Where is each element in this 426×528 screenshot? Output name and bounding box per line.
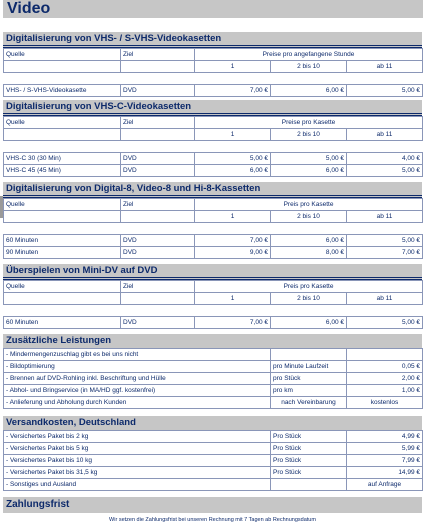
table-row xyxy=(4,317,423,329)
tier-label: 1 xyxy=(195,61,271,73)
item-price xyxy=(347,349,423,361)
price-cell: 6,00 € xyxy=(271,165,347,177)
price-table xyxy=(3,48,423,97)
source-cell: 60 Minuten xyxy=(4,235,121,247)
item-price: 2,00 € xyxy=(347,373,423,385)
col-target-header: Ziel xyxy=(121,117,195,129)
item-price: 1,00 € xyxy=(347,385,423,397)
tier-label: ab 11 xyxy=(347,211,423,223)
source-cell: VHS-C 45 (45 Min) xyxy=(4,165,121,177)
price-cell: 5,00 € xyxy=(347,235,423,247)
price-cell: 5,00 € xyxy=(347,85,423,97)
list-item xyxy=(4,431,423,443)
item-label: - Anlieferung und Abholung durch Kunden xyxy=(4,397,271,409)
list-item xyxy=(4,479,423,491)
item-price: 7,99 € xyxy=(347,455,423,467)
target-cell: DVD xyxy=(121,235,195,247)
item-label: - Versichertes Paket bis 2 kg xyxy=(4,431,271,443)
item-price: 14,99 € xyxy=(347,467,423,479)
price-cell: 6,00 € xyxy=(271,85,347,97)
table-row xyxy=(4,235,423,247)
list-item xyxy=(4,467,423,479)
section-heading: Digitalisierung von Digital-8, Video-8 und Hi-8-Kassetten xyxy=(3,182,422,198)
item-unit: Pro Stück xyxy=(271,443,347,455)
item-unit: pro Stück xyxy=(271,373,347,385)
table-row xyxy=(4,153,423,165)
section-hi8 xyxy=(3,182,422,259)
table-header-row xyxy=(4,199,423,211)
col-source-header: Quelle xyxy=(4,199,121,211)
price-table xyxy=(3,116,423,177)
col-price-header: Preise pro angefangene Stunde xyxy=(195,49,423,61)
tier-label: 2 bis 10 xyxy=(271,211,347,223)
price-cell: 5,00 € xyxy=(347,317,423,329)
tier-label: 1 xyxy=(195,293,271,305)
col-source-header: Quelle xyxy=(4,281,121,293)
target-cell: DVD xyxy=(121,85,195,97)
price-cell: 8,00 € xyxy=(271,247,347,259)
col-target-header: Ziel xyxy=(121,281,195,293)
table-row xyxy=(4,85,423,97)
price-table xyxy=(3,280,423,329)
list-item xyxy=(4,385,423,397)
extras-table xyxy=(3,348,423,409)
shipping-table xyxy=(3,430,423,491)
item-unit: Pro Stück xyxy=(271,455,347,467)
table-header-row xyxy=(4,49,423,61)
tier-row xyxy=(4,61,423,73)
tier-label: 2 bis 10 xyxy=(271,293,347,305)
source-cell: VHS- / S-VHS-Videokasette xyxy=(4,85,121,97)
section-heading: Versandkosten, Deutschland xyxy=(3,416,422,430)
item-unit xyxy=(271,349,347,361)
col-price-header: Preise pro Kasette xyxy=(195,117,423,129)
item-label: - Sonstiges und Ausland xyxy=(4,479,271,491)
tier-row xyxy=(4,211,423,223)
price-cell: 9,00 € xyxy=(195,247,271,259)
item-unit: pro Minute Laufzeit xyxy=(271,361,347,373)
list-item xyxy=(4,349,423,361)
section-heading: Digitalisierung von VHS-C-Videokasetten xyxy=(3,100,422,116)
item-unit: pro km xyxy=(271,385,347,397)
item-label: - Versichertes Paket bis 5 kg xyxy=(4,443,271,455)
price-cell: 6,00 € xyxy=(271,235,347,247)
target-cell: DVD xyxy=(121,165,195,177)
table-header-row xyxy=(4,117,423,129)
item-unit xyxy=(271,479,347,491)
item-unit: nach Vereinbarung xyxy=(271,397,347,409)
source-cell: 90 Minuten xyxy=(4,247,121,259)
item-label: - Mindermengenzuschlag gibt es bei uns nicht xyxy=(4,349,271,361)
item-label: - Versichertes Paket bis 31,5 kg xyxy=(4,467,271,479)
section-minidv xyxy=(3,264,422,329)
table-row xyxy=(4,165,423,177)
tier-label: ab 11 xyxy=(347,293,423,305)
col-price-header: Preis pro Kasette xyxy=(195,281,423,293)
item-price: kostenlos xyxy=(347,397,423,409)
section-heading: Zahlungsfrist xyxy=(3,497,422,513)
section-heading: Zusätzliche Leistungen xyxy=(3,334,422,348)
tier-label: 2 bis 10 xyxy=(271,129,347,141)
price-table xyxy=(3,198,423,259)
section-payment xyxy=(3,497,422,523)
table-row xyxy=(4,247,423,259)
target-cell: DVD xyxy=(121,247,195,259)
item-label: - Abhol- und Bringservice (in MA/HD ggf. kostenfrei) xyxy=(4,385,271,397)
item-unit: Pro Stück xyxy=(271,467,347,479)
item-unit: Pro Stück xyxy=(271,431,347,443)
price-cell: 5,00 € xyxy=(347,165,423,177)
price-cell: 5,00 € xyxy=(271,153,347,165)
col-source-header: Quelle xyxy=(4,117,121,129)
list-item xyxy=(4,397,423,409)
section-heading: Digitalisierung von VHS- / S-VHS-Videokasetten xyxy=(3,32,422,48)
col-source-header: Quelle xyxy=(4,49,121,61)
tier-label: ab 11 xyxy=(347,129,423,141)
section-vhsc xyxy=(3,100,422,177)
col-target-header: Ziel xyxy=(121,49,195,61)
page-title: Video xyxy=(3,0,423,18)
price-cell: 7,00 € xyxy=(195,235,271,247)
item-price: 5,99 € xyxy=(347,443,423,455)
price-cell: 6,00 € xyxy=(195,165,271,177)
source-cell: VHS-C 30 (30 Min) xyxy=(4,153,121,165)
section-shipping xyxy=(3,416,422,491)
list-item xyxy=(4,373,423,385)
tier-label: ab 11 xyxy=(347,61,423,73)
item-price: 4,99 € xyxy=(347,431,423,443)
item-price: 0,05 € xyxy=(347,361,423,373)
tier-label: 1 xyxy=(195,129,271,141)
tier-row xyxy=(4,129,423,141)
price-cell: 7,00 € xyxy=(195,85,271,97)
list-item xyxy=(4,455,423,467)
item-label: - Brennen auf DVD-Rohling inkl. Beschriftung und Hülle xyxy=(4,373,271,385)
price-cell: 7,00 € xyxy=(347,247,423,259)
price-cell: 7,00 € xyxy=(195,317,271,329)
section-heading: Überspielen von Mini-DV auf DVD xyxy=(3,264,422,280)
payment-text: Wir setzen die Zahlungsfrist bei unseren Rechnung mit 7 Tagen ab Rechnungsdatum xyxy=(109,517,316,523)
price-cell: 6,00 € xyxy=(271,317,347,329)
price-cell: 4,00 € xyxy=(347,153,423,165)
item-label: - Bildoptimierung xyxy=(4,361,271,373)
col-target-header: Ziel xyxy=(121,199,195,211)
price-cell: 5,00 € xyxy=(195,153,271,165)
target-cell: DVD xyxy=(121,153,195,165)
list-item xyxy=(4,443,423,455)
section-vhs xyxy=(3,32,422,97)
item-price: auf Anfrage xyxy=(347,479,423,491)
table-header-row xyxy=(4,281,423,293)
section-extras xyxy=(3,334,422,409)
col-price-header: Preis pro Kasette xyxy=(195,199,423,211)
tier-label: 1 xyxy=(195,211,271,223)
tier-row xyxy=(4,293,423,305)
tier-label: 2 bis 10 xyxy=(271,61,347,73)
list-item xyxy=(4,361,423,373)
source-cell: 60 Minuten xyxy=(4,317,121,329)
target-cell: DVD xyxy=(121,317,195,329)
item-label: - Versichertes Paket bis 10 kg xyxy=(4,455,271,467)
